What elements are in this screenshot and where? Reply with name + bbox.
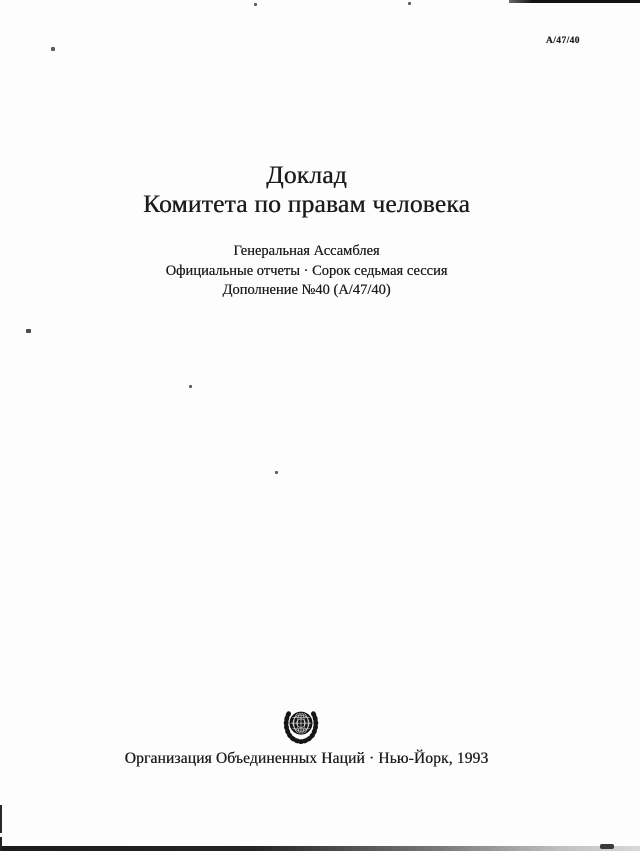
scan-speck — [254, 3, 257, 6]
subtitle-assembly: Генеральная Ассамблея — [233, 243, 380, 259]
scan-speck — [26, 329, 31, 333]
scan-edge-bottom — [0, 846, 640, 851]
subtitle-supplement: Дополнение №40 (A/47/40) — [222, 282, 391, 298]
scan-smudge-bottom-right — [600, 844, 614, 849]
scan-edge-left-lower — [0, 837, 2, 851]
scan-edge-left-upper — [0, 805, 2, 833]
subtitle-block — [0, 242, 613, 301]
title-line-1: Доклад — [266, 160, 347, 189]
document-symbol: A/47/40 — [546, 36, 580, 46]
scan-speck — [408, 2, 411, 5]
scan-speck — [51, 47, 55, 51]
subtitle-session: Официальные отчеты · Сорок седьмая сессия — [165, 262, 448, 279]
title-block — [0, 160, 613, 218]
title-line-2: Комитета по правам человека — [143, 189, 470, 218]
imprint-line: Организация Объединенных Наций · Нью-Йорк, 1993 — [124, 750, 489, 767]
scan-edge-top — [509, 0, 640, 3]
un-emblem-icon — [282, 705, 320, 747]
scan-speck — [189, 385, 192, 388]
scan-speck — [275, 471, 278, 474]
